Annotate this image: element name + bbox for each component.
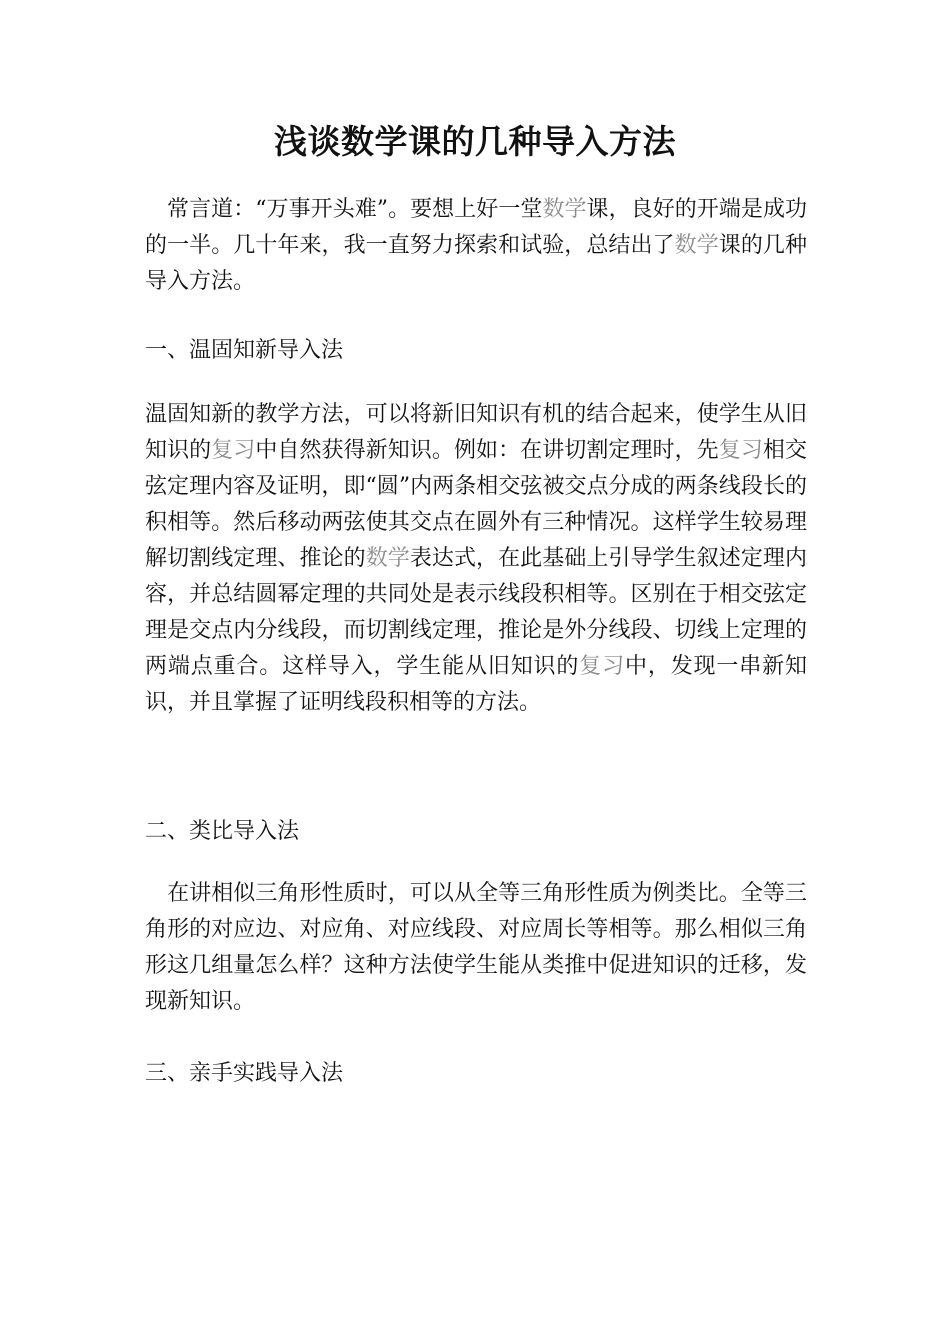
- document-title: 浅谈数学课的几种导入方法: [274, 122, 676, 161]
- text-run: 常言道：“万事开头难”。要想上好一堂: [145, 197, 543, 222]
- keyword-link[interactable]: 复习: [211, 438, 256, 463]
- section-1-body: [145, 397, 807, 721]
- keyword-link[interactable]: 数学: [365, 546, 410, 571]
- section-3-heading: 三、亲手实践导入法: [145, 1061, 344, 1086]
- text-run: 温固知新的教学方法，可以将新旧知识有机的结合起来，使学生从旧知识的: [145, 402, 807, 463]
- text-run: 中自然获得新知识。例如：在讲切割定理时，先: [255, 438, 719, 463]
- keyword-link[interactable]: 复习: [718, 438, 763, 463]
- text-run: 相交弦定理内容及证明，即“圆”内两条相交弦被交点分成的两条线段长的积相等。然后移动两弦使其交点在圆外有三种情况。这样学生较易理解切割线定理、推论的: [145, 438, 807, 571]
- text-run: 表达式，在此基础上引导学生叙述定理内容，并总结圆幂定理的共同处是表示线段积相等。区别在于相交弦定理是交点内分线段，而切割线定理，推论是外分线段、切线上定理的两端点重合。这样导入，学生能从旧知识的: [145, 546, 807, 679]
- section-1-heading: 一、温固知新导入法: [145, 338, 344, 363]
- section-2-body: [145, 876, 807, 1020]
- text-run: 在讲相似三角形性质时，可以从全等三角形性质为例类比。全等三角形的对应边、对应角、对应线段、对应周长等相等。那么相似三角形这几组量怎么样？这种方法使学生能从类推中促进知识的迁移，发现新知识。: [145, 881, 807, 1014]
- text-run: 课，良好的开端是成功的一半。几十年来，我一直努力探索和试验，总结出了: [145, 197, 807, 258]
- text-run: 中，发现一串新知识，并且掌握了证明线段积相等的方法。: [145, 654, 807, 715]
- keyword-link[interactable]: 数学: [674, 233, 719, 258]
- section-2-heading: 二、类比导入法: [145, 819, 300, 844]
- keyword-link[interactable]: 复习: [579, 654, 625, 679]
- intro-paragraph: [145, 192, 807, 300]
- text-run: 课的几种导入方法。: [145, 233, 807, 294]
- keyword-link[interactable]: 数学: [542, 197, 587, 222]
